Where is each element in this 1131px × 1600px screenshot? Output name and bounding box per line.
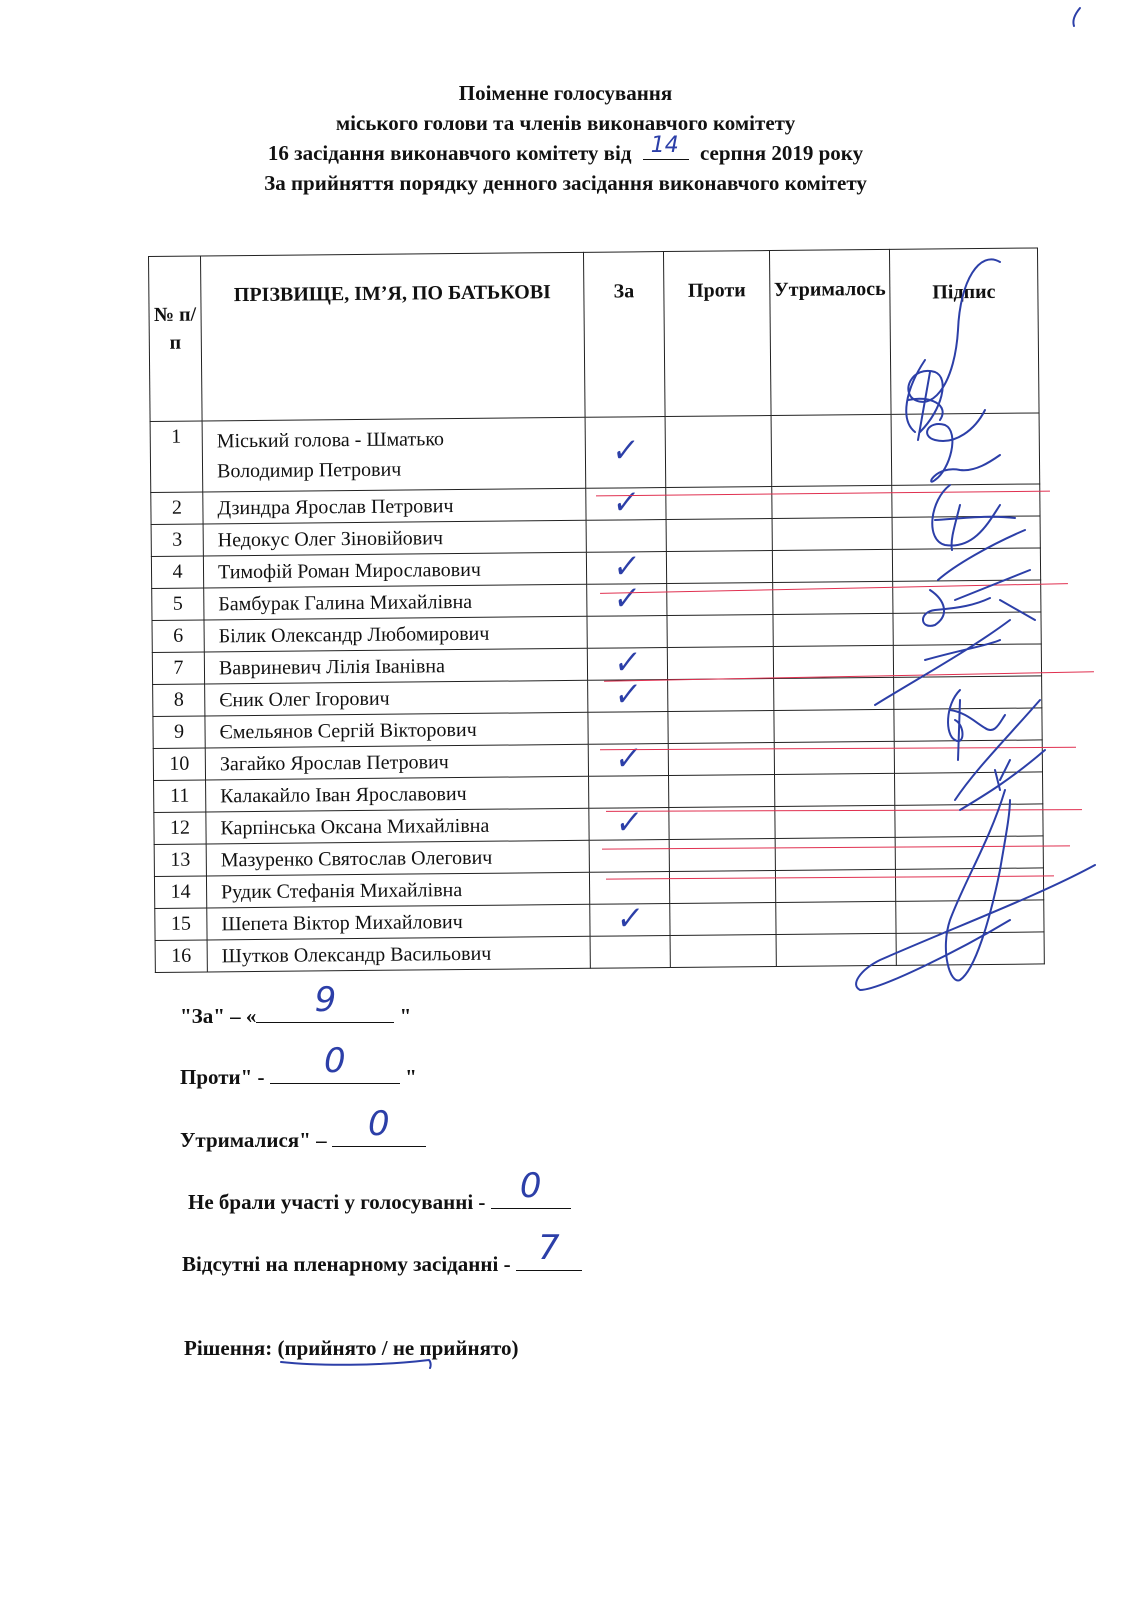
header-name: ПРІЗВИЩЕ, ІМ’Я, ПО БАТЬКОВІ	[201, 252, 586, 421]
row-name: Недокус Олег Зіновійович	[203, 520, 586, 556]
summary-absent-field	[516, 1228, 582, 1271]
row-name-line-1: Міський голова - Шматько	[216, 428, 445, 453]
row-number: 4	[151, 556, 203, 588]
summary-not-voted	[188, 1166, 571, 1215]
row-number: 6	[152, 620, 204, 652]
row-name: Калакайло Іван Ярославович	[206, 776, 589, 812]
row-number: 5	[152, 588, 204, 620]
summary-not-voted-label: Не брали участі у голосуванні -	[188, 1190, 486, 1214]
summary-absent-value: 7	[538, 1228, 560, 1268]
summary-against-label: Проти" -	[180, 1065, 265, 1089]
check-mark: ✓	[614, 898, 646, 938]
decision-accepted: прийнято	[285, 1336, 377, 1360]
row-name-line-2: Володимир Петрович	[216, 458, 402, 483]
row-number: 11	[154, 780, 206, 812]
row-number: 13	[154, 844, 206, 876]
check-mark: ✓	[612, 642, 643, 682]
row-name: Рудик Стефанія Михайлівна	[206, 872, 589, 908]
summary-for-field	[256, 980, 394, 1023]
summary-against-end: "	[405, 1065, 417, 1089]
summary-for	[180, 980, 412, 1029]
summary-abstained	[180, 1104, 426, 1153]
underline-mark	[279, 1354, 439, 1370]
row-name: Карпінська Оксана Михайлівна	[206, 808, 589, 844]
row-name: Мазуренко Святослав Олегович	[206, 840, 589, 876]
row-name: Вавриневич Лілія Іванівна	[204, 648, 587, 684]
header-abstained: Утрималось	[769, 249, 891, 415]
row-name: Шепета Віктор Михайлович	[207, 904, 590, 940]
check-mark: ✓	[610, 482, 642, 522]
summary-not-voted-field	[491, 1166, 571, 1209]
title-date-prefix: 16 засідання виконавчого комітету від	[267, 141, 632, 165]
date-day-handwritten: 14	[650, 133, 679, 158]
summary-for-value: 9	[314, 980, 337, 1020]
header-signature: Підпис	[889, 248, 1039, 414]
summary-abstained-value: 0	[368, 1104, 390, 1144]
row-name: Шутков Олександр Васильович	[207, 936, 590, 972]
decision-rest: / не прийнято)	[376, 1336, 519, 1360]
summary-against	[180, 1041, 417, 1090]
row-number: 14	[154, 876, 206, 908]
decision-label: Рішення: (	[184, 1336, 285, 1360]
row-name: Тимофій Роман Мирославович	[203, 552, 586, 588]
row-number: 16	[155, 940, 207, 972]
summary-for-label: "За" – «	[180, 1004, 257, 1028]
summary-absent	[182, 1228, 582, 1277]
header-for: За	[583, 252, 665, 418]
row-name: Білик Олександр Любомирович	[204, 616, 587, 652]
row-number: 15	[155, 908, 207, 940]
title-line-1: Поіменне голосування	[458, 81, 673, 105]
header-number: № п/п	[149, 256, 203, 421]
row-number: 2	[151, 492, 203, 524]
summary-abstained-label: Утрималися" –	[180, 1128, 327, 1152]
summary-abstained-field	[332, 1104, 426, 1147]
row-name: Ємельянов Сергій Вікторович	[205, 712, 588, 748]
check-mark: ✓	[610, 431, 641, 471]
row-number: 3	[151, 524, 203, 556]
row-number: 1	[150, 421, 203, 492]
title-date-suffix: серпня 2019 року	[699, 141, 864, 165]
header-against: Проти	[663, 251, 771, 417]
check-mark: ✓	[611, 546, 642, 586]
row-name: Дзиндра Ярослав Петрович	[203, 488, 586, 524]
row-name: Загайко Ярослав Петрович	[205, 744, 588, 780]
summary-absent-label: Відсутні на пленарному засіданні -	[182, 1252, 511, 1276]
decision-line	[184, 1336, 518, 1361]
check-mark: ✓	[613, 738, 644, 778]
row-number: 12	[154, 812, 206, 844]
check-mark: ✓	[611, 578, 642, 618]
check-mark: ✓	[613, 802, 645, 842]
row-name: Бамбурак Галина Михайлівна	[204, 584, 587, 620]
title-line-2: міського голови та членів виконавчого комітету	[335, 111, 796, 135]
row-number: 7	[152, 652, 204, 684]
row-name: Єник Олег Ігорович	[205, 680, 588, 716]
title-line-4: За прийняття порядку денного засідання виконавчого комітету	[264, 171, 867, 195]
row-number: 9	[153, 716, 205, 748]
summary-for-end: "	[399, 1004, 412, 1028]
summary-against-field	[270, 1041, 400, 1084]
summary-against-value: 0	[323, 1041, 346, 1081]
check-mark: ✓	[612, 674, 643, 714]
row-number: 10	[153, 748, 205, 780]
summary-not-voted-value: 0	[519, 1166, 542, 1206]
row-number: 8	[153, 684, 205, 716]
